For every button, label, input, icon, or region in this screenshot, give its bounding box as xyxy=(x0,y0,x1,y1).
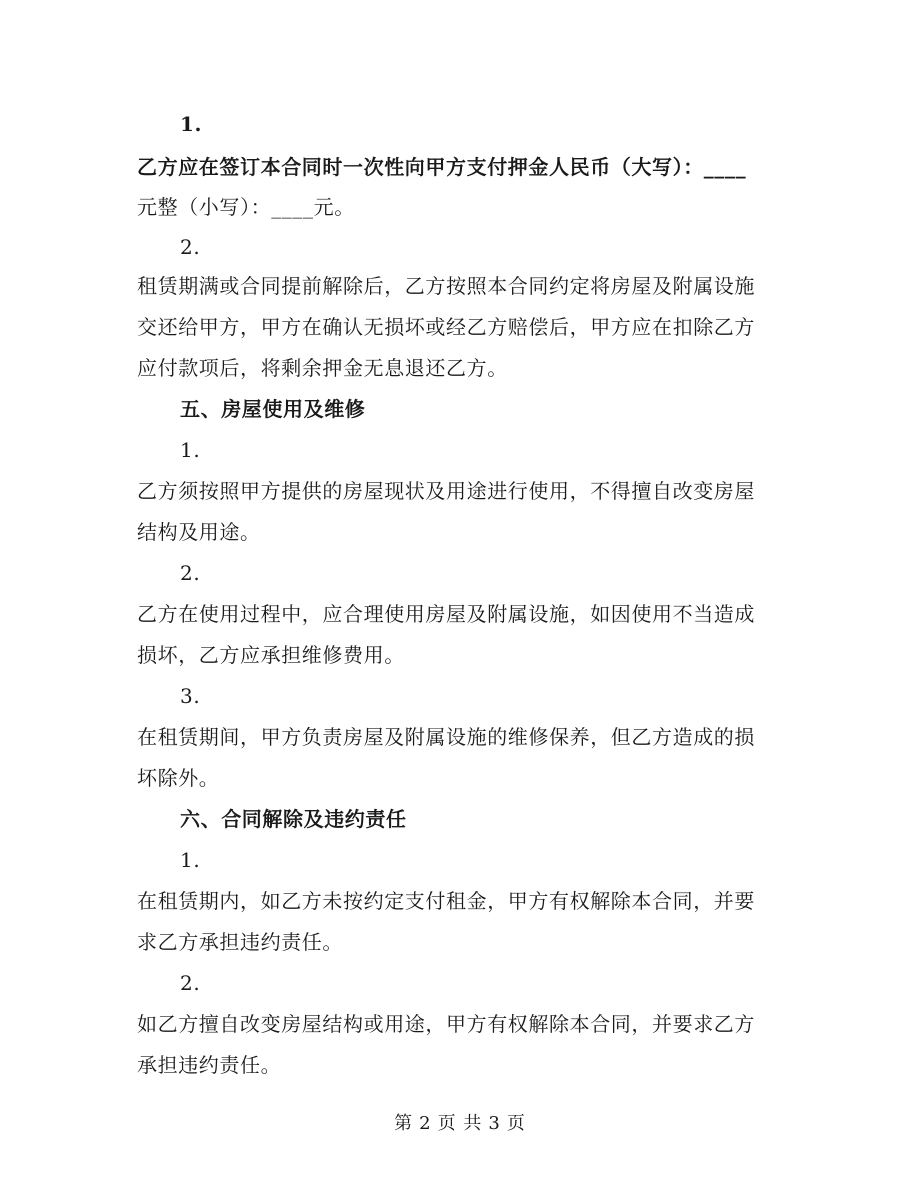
deposit-item-2-line-3: 应付款项后，将剩余押金无息退还乙方。 xyxy=(137,356,508,380)
termination-item-1-line-1: 在租赁期内，如乙方未按约定支付租金，甲方有权解除本合同，并要 xyxy=(137,889,755,913)
deposit-item-1-number: 1. xyxy=(180,112,203,136)
deposit-item-2-line-1: 租赁期满或合同提前解除后，乙方按照本合同约定将房屋及附属设施 xyxy=(137,274,755,298)
termination-item-2-line-2: 承担违约责任。 xyxy=(137,1053,282,1077)
termination-item-1-line-2: 求乙方承担违约责任。 xyxy=(137,930,343,954)
page-mid-text: 页 共 xyxy=(437,1113,483,1134)
use-item-2-number: 2. xyxy=(180,561,201,585)
termination-item-2-line-1: 如乙方擅自改变房屋结构或用途，甲方有权解除本合同，并要求乙方 xyxy=(137,1012,755,1036)
page-suffix: 页 xyxy=(506,1113,526,1134)
deposit-item-1-line-1: 乙方应在签订本合同时一次性向甲方支付押金人民币（大写）：____ xyxy=(137,155,747,179)
deposit-item-2-line-2: 交还给甲方，甲方在确认无损坏或经乙方赔偿后，甲方应在扣除乙方 xyxy=(137,315,755,339)
use-item-3-number: 3. xyxy=(180,684,201,708)
deposit-item-2-number: 2. xyxy=(180,235,201,259)
page-total-number: 3 xyxy=(488,1113,501,1134)
use-item-1-line-2: 结构及用途。 xyxy=(137,520,261,544)
section-six-heading: 六、合同解除及违约责任 xyxy=(180,807,407,831)
termination-item-2-number: 2. xyxy=(180,971,201,995)
termination-item-1-number: 1. xyxy=(180,848,201,872)
page-footer xyxy=(0,1112,920,1136)
page-prefix: 第 xyxy=(394,1113,414,1134)
use-item-2-line-1: 乙方在使用过程中，应合理使用房屋及附属设施，如因使用不当造成 xyxy=(137,602,755,626)
use-item-3-line-1: 在租赁期间，甲方负责房屋及附属设施的维修保养，但乙方造成的损 xyxy=(137,725,755,749)
use-item-1-line-1: 乙方须按照甲方提供的房屋现状及用途进行使用，不得擅自改变房屋 xyxy=(137,479,755,503)
page-current-number: 2 xyxy=(419,1113,432,1134)
use-item-3-line-2: 坏除外。 xyxy=(137,766,220,790)
use-item-2-line-2: 损坏，乙方应承担维修费用。 xyxy=(137,643,405,667)
section-five-heading: 五、房屋使用及维修 xyxy=(180,397,366,421)
use-item-1-number: 1. xyxy=(180,438,201,462)
deposit-item-1-line-2: 元整（小写）：____元。 xyxy=(137,195,355,219)
